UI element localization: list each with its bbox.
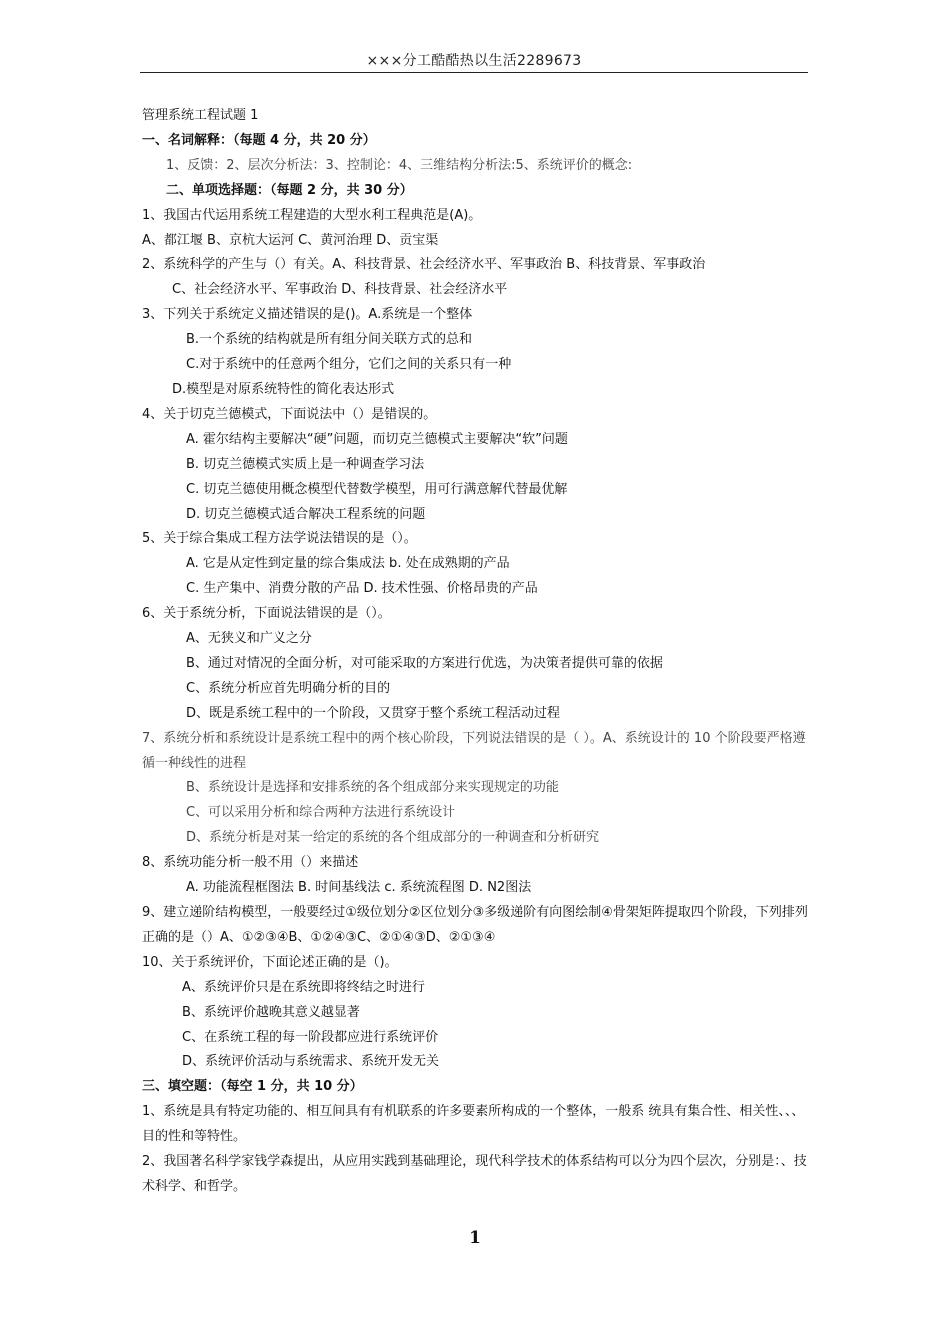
- text-line: 管理系统工程试题 1: [142, 108, 259, 123]
- text-line: C、社会经济水平、军事政治 D、科技背景、社会经济水平: [172, 282, 508, 298]
- text-line: 三、填空题：（每空 1 分，共 10 分）: [142, 1079, 363, 1095]
- text-line: A. 它是从定性到定量的综合集成法 b. 处在成熟期的产品: [186, 556, 510, 572]
- text-line: 1、反馈：2、层次分析法：3、控制论：4、三维结构分析法:5、系统评价的概念:: [166, 157, 633, 173]
- text-line: D、既是系统工程中的一个阶段，又贯穿于整个系统工程活动过程: [186, 705, 561, 721]
- text-line: D、系统分析是对某一给定的系统的各个组成部分的一种调查和分析研究: [186, 830, 600, 846]
- header-text: ×××分工酷酷热以生活2289673: [366, 53, 582, 69]
- text-line: B.一个系统的结构就是所有组分间关联方式的总和: [186, 332, 473, 348]
- page-header: [140, 50, 808, 73]
- text-line: 二、单项选择题：（每题 2 分，共 30 分）: [166, 182, 413, 198]
- text-line: 一、名词解释：（每题 4 分，共 20 分）: [142, 132, 376, 148]
- text-line: D. 切克兰德模式适合解决工程系统的问题: [186, 506, 426, 522]
- text-line: D.模型是对原系统特性的简化表达形式: [172, 381, 395, 397]
- text-line: 7、系统分析和系统设计是系统工程中的两个核心阶段，下列说法错误的是（ ）。A、系统设计的 10 个阶段要严格遵循一种线性的进程: [142, 730, 806, 771]
- text-line: 3、下列关于系统定义描述错误的是()。A.系统是一个整体: [142, 307, 473, 323]
- text-line: A、无狭义和广义之分: [186, 631, 312, 647]
- text-line: A. 霍尔结构主要解决“硬”问题，而切克兰德模式主要解决“软”问题: [186, 431, 568, 447]
- text-line: 5、关于综合集成工程方法学说法错误的是（）。: [142, 531, 417, 547]
- text-line: B. 切克兰德模式实质上是一种调查学习法: [186, 456, 425, 472]
- text-line: 10、关于系统评价，下面论述正确的是（)。: [142, 954, 398, 970]
- text-line: C、系统分析应首先明确分析的目的: [186, 680, 391, 696]
- text-line: 1、我国古代运用系统工程建造的大型水利工程典范是(A)。: [142, 207, 482, 223]
- text-line: C、可以采用分析和综合两种方法进行系统设计: [186, 805, 456, 821]
- text-line: B、系统设计是选择和安排系统的各个组成部分来实现规定的功能: [186, 780, 559, 796]
- text-line: C.对于系统中的任意两个组分，它们之间的关系只有一种: [186, 357, 512, 373]
- text-line: 1、系统是具有特定功能的、相互间具有有机联系的许多要素所构成的一个整体，一般系 统具有集合性、相关性、、、目的性和等特性。: [142, 1104, 805, 1145]
- text-line: 4、关于切克兰德模式，下面说法中（）是错误的。: [142, 406, 437, 422]
- page-number: 1: [469, 1228, 481, 1248]
- text-line: B、通过对情况的全面分析，对可能采取的方案进行优选，为决策者提供可靠的依据: [186, 655, 663, 671]
- exam-content: [142, 104, 810, 1200]
- text-line: C、在系统工程的每一阶段都应进行系统评价: [182, 1029, 439, 1045]
- text-line: 6、关于系统分析，下面说法错误的是（）。: [142, 606, 391, 622]
- text-line: 2、系统科学的产生与（）有关。A、科技背景、社会经济水平、军事政治 B、科技背景、军事政治: [142, 257, 706, 273]
- text-line: B、系统评价越晚其意义越显著: [182, 1004, 360, 1020]
- text-line: A、都江堰 B、京杭大运河 C、黄河治理 D、贡宝渠: [142, 232, 439, 248]
- text-line: A、系统评价只是在系统即将终结之时进行: [182, 979, 425, 995]
- text-line: D、系统评价活动与系统需求、系统开发无关: [182, 1054, 440, 1070]
- text-line: 2、我国著名科学家钱学森提出，从应用实践到基础理论，现代科学技术的体系结构可以分为四个层次，分别是：、技术科学、和哲学。: [142, 1154, 807, 1194]
- text-line: A. 功能流程框图法 B. 时间基线法 c. 系统流程图 D. N2图法: [186, 880, 532, 896]
- text-line: 8、系统功能分析一般不用（）来描述: [142, 855, 359, 871]
- text-line: C. 切克兰德使用概念模型代替数学模型，用可行满意解代替最优解: [186, 481, 568, 497]
- text-line: C. 生产集中、消费分散的产品 D. 技术性强、价格昂贵的产品: [186, 581, 538, 597]
- text-line: 9、建立递阶结构模型，一般要经过①级位划分②区位划分③多级递阶有向图绘制④骨架矩阵提取四个阶段，下列排列正确的是（）A、①②③④B、①②④③C、②①④③D、②①③④: [142, 905, 808, 945]
